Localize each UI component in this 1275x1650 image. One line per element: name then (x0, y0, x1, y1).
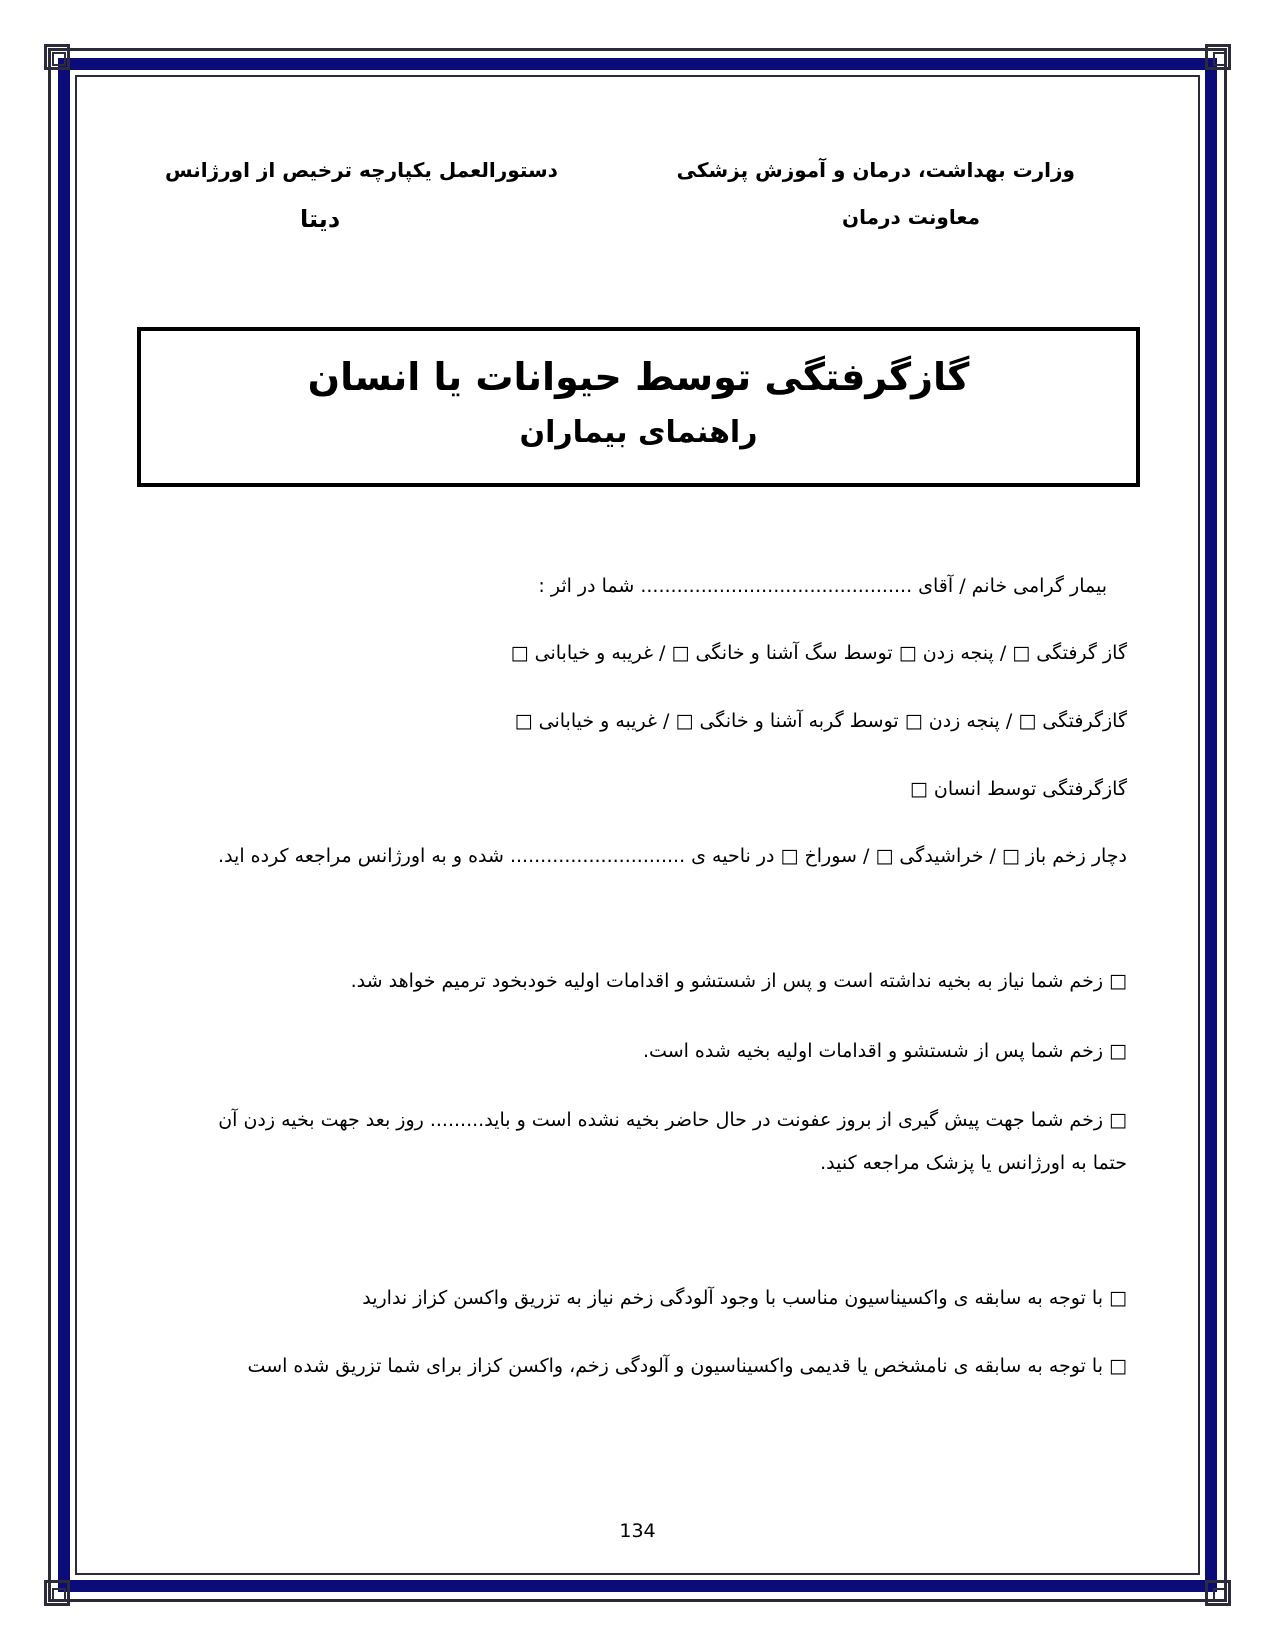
corner-ornament-icon (44, 44, 70, 70)
delayed-suture-option: □ زخم شما جهت پیش گیری از بروز عفونت در حال حاضر بخیه نشده است و باید......... روز بعد جهت بخیه زدن آن (218, 1109, 1127, 1131)
page-border-inner (75, 75, 1200, 1575)
corner-ornament-icon (1205, 1580, 1231, 1606)
dog-bite-option: گاز گرفتگی □ / پنجه زدن □ توسط سگ آشنا و خانگی □ / غریبه و خیابانی □ (510, 642, 1127, 664)
no-tetanus-option: □ با توجه به سابقه ی واکسیناسیون مناسب با وجود آلودگی زخم نیاز به تزریق واکسن کزاز ندارید (362, 1287, 1127, 1309)
cat-bite-option: گازگرفتگی □ / پنجه زدن □ توسط گربه آشنا و خانگی □ / غریبه و خیابانی □ (514, 710, 1127, 732)
ministry-name: وزارت بهداشت، درمان و آموزش پزشکی (676, 158, 1075, 182)
corner-ornament-icon (1205, 44, 1231, 70)
human-bite-option: گازگرفتگی توسط انسان □ (909, 778, 1127, 800)
dita-label: دیتا (300, 205, 341, 233)
document-title: گازگرفتگی توسط حیوانات یا انسان (307, 355, 970, 399)
page-number: 134 (619, 1520, 656, 1542)
deputy-name: معاونت درمان (842, 205, 980, 229)
tetanus-given-option: □ با توجه به سابقه ی نامشخص یا قدیمی واکسیناسیون و آلودگی زخم، واکسن کزاز برای شما تزریق شده است (247, 1355, 1127, 1377)
delayed-suture-continuation: حتما به اورژانس یا پزشک مراجعه کنید. (820, 1152, 1127, 1174)
no-suture-option: □ زخم شما نیاز به بخیه نداشته است و پس از شستشو و اقدامات اولیه خودبخود ترمیم خواهد شد. (350, 970, 1127, 992)
title-box (137, 327, 1140, 487)
sutured-option: □ زخم شما پس از شستشو و اقدامات اولیه بخیه شده است. (643, 1040, 1127, 1062)
document-subtitle: راهنمای بیماران (519, 415, 758, 450)
wound-type-line: دچار زخم باز □ / خراشیدگی □ / سوراخ □ در ناحیه ی ............................. شده و به اورژانس مراجعه کرده اید. (218, 845, 1127, 867)
corner-ornament-icon (44, 1580, 70, 1606)
protocol-title: دستورالعمل یکپارچه ترخیص از اورژانس (165, 158, 558, 182)
patient-intro-line: بیمار گرامی خانم / آقای ............................................. شما در اثر : (538, 575, 1107, 597)
